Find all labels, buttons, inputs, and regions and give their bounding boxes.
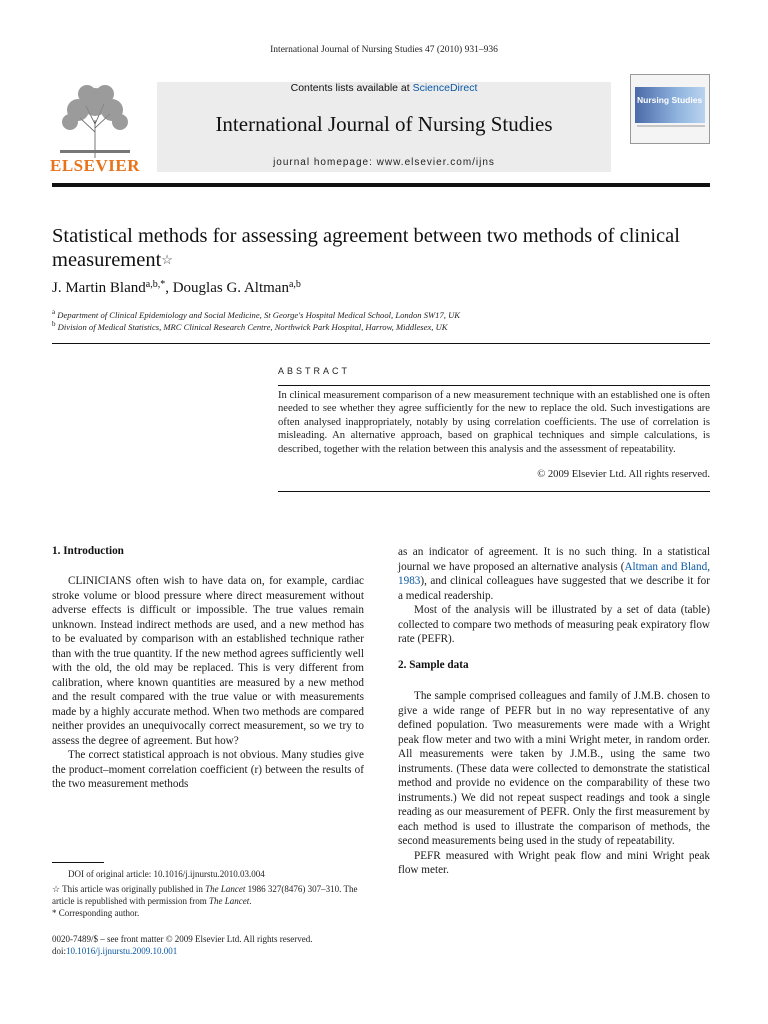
doi-line: [52, 945, 370, 957]
issn-line: 0020-7489/$ – see front matter © 2009 Elsevier Ltd. All rights reserved.: [52, 934, 313, 944]
doi-prefix: doi:: [52, 946, 67, 956]
para3-text-b: ), and clinical colleagues have suggested that we describe it for a medical readership.: [398, 575, 710, 602]
note1-text-c: .: [249, 896, 252, 906]
reference-link-altman-bland[interactable]: Altman and Bland, 1983: [398, 560, 711, 587]
publisher-logo-text: ELSEVIER: [50, 156, 140, 175]
author-separator: ,: [165, 280, 173, 296]
abstract-text: In clinical measurement comparison of a new measurement technique with an established one is often needed to see whether they agree sufficiently for the new to replace the old. Such investigations are often analysed inappropriately, notably by using correlation coefficients. The use of correlation is misleading. An alternative approach, based on graphical techniques and simple calculations, is described, together with the relation between this analysis and the assessment of repeatability.: [278, 390, 710, 455]
author-bland-sup[interactable]: a,b,*: [145, 279, 166, 290]
cover-title: Nursing Studies: [637, 95, 703, 105]
author-altman-sup[interactable]: a,b: [288, 279, 301, 290]
para3-text-a: as an indicator of agreement. It is no such thing. In a statistical journal we have proposed an alternative analysis (: [398, 546, 710, 573]
author-bland[interactable]: J. Martin Bland: [52, 280, 146, 296]
original-doi-note: DOI of original article: 10.1016/j.ijnurstu.2010.03.004: [68, 869, 265, 879]
sample-data-body: [398, 689, 710, 878]
title-rule: [52, 343, 710, 344]
section-1-heading: 1. Introduction: [52, 545, 124, 557]
affiliation-a-text: Department of Clinical Epidemiology and Social Medicine, St George's Hospital Medical School, London SW17, UK: [57, 309, 461, 320]
right-column-body: [398, 545, 710, 647]
sample-paragraph-1: The sample comprised colleagues and family of J.M.B. chosen to give a wide range of PEFR but in no way representative of any defined population. Two measurements were made with a Wright peak flow meter and two with a mini Wright meter, in random order. All measurements were taken by J.M.B., using the same two instruments. (These data were collected to demonstrate the statistical method and provide no evidence on the comparability of these two instruments.) We did not repeat suspect readings and took a single reading as our measurement of PEFR. Only the first measurement by each method is used to illustrate the comparison of methods, the second measurements being used in the study of repeatability.: [398, 690, 710, 847]
section-2-heading: 2. Sample data: [398, 659, 469, 671]
intro-paragraph-1: CLINICIANS often wish to have data on, for example, cardiac stroke volume or blood pressure where direct measurement without adverse effects is difficult or impossible. The true values remain unknown. Instead indirect methods are used, and a new method has to be evaluated by comparison with an established technique rather than with the true quantity. If the new method agrees sufficiently well with the old, the old may be replaced. This is very different from calibration, where known quantities are measured by a new method and the result compared with the true value or with measurements made by a highly accurate method. When two methods are compared neither provides an unequivocally correct measurement, so we try to assess the degree of agreement. But how?: [52, 575, 364, 747]
sample-paragraph-2: PEFR measured with Wright peak flow and mini Wright peak flow meter.: [398, 849, 710, 876]
article-title-text: Statistical methods for assessing agreement between two methods of clinical measurement: [52, 225, 680, 271]
contents-prefix: Contents lists available at: [290, 82, 413, 94]
journal-cover-thumbnail: [630, 74, 710, 144]
contents-line: [157, 82, 611, 94]
abstract-top-rule: [278, 385, 710, 386]
note1-text-b: 1986 327(8476) 307–310. The article is republished with permission from: [52, 884, 358, 906]
abstract-copyright: © 2009 Elsevier Ltd. All rights reserved.: [537, 469, 710, 480]
corresponding-author-note: [52, 907, 370, 919]
corr-mark: *: [52, 908, 57, 918]
abstract-heading: ABSTRACT: [278, 366, 351, 376]
title-footnote-star-icon[interactable]: ☆: [161, 252, 173, 267]
intro-paragraph-4: Most of the analysis will be illustrated by a set of data (table) collected to compare two methods of measuring peak expiratory flow rate (PEFR).: [398, 604, 710, 645]
left-column-body: [52, 574, 364, 792]
affiliation-b-text: Division of Medical Statistics, MRC Clinical Research Centre, Northwick Park Hospital, Harrow, Middlesex, UK: [57, 321, 448, 332]
corr-text: Corresponding author.: [56, 908, 140, 918]
footnote-rule: [52, 862, 104, 863]
note1-journal: The Lancet: [205, 884, 246, 894]
article-title: [52, 224, 732, 272]
sciencedirect-link[interactable]: ScienceDirect: [412, 82, 478, 94]
intro-paragraph-2: The correct statistical approach is not obvious. Many studies give the product–moment correlation coefficient (r) between the results of the two measurement methods: [52, 749, 364, 790]
affiliation-a: [52, 308, 460, 320]
abstract-bottom-rule: [278, 491, 710, 492]
journal-homepage[interactable]: journal homepage: www.elsevier.com/ijns: [273, 157, 495, 168]
republication-note: [52, 883, 370, 907]
note-star-icon: ☆: [52, 884, 61, 894]
journal-title: International Journal of Nursing Studies: [215, 112, 553, 136]
journal-citation: International Journal of Nursing Studies 47 (2010) 931–936: [270, 45, 498, 55]
note1-text-a: This article was originally published in: [60, 884, 206, 894]
affiliation-a-sup: a: [52, 308, 56, 316]
intro-paragraph-3: [398, 545, 710, 603]
note1-journal-2: The Lancet: [208, 896, 250, 906]
header-rule: [52, 183, 710, 187]
affiliation-b: [52, 320, 448, 332]
affiliation-b-sup: b: [52, 320, 56, 328]
doi-link[interactable]: 10.1016/j.ijnurstu.2009.10.001: [66, 946, 178, 956]
author-list: [52, 279, 301, 297]
author-altman[interactable]: Douglas G. Altman: [172, 280, 289, 296]
